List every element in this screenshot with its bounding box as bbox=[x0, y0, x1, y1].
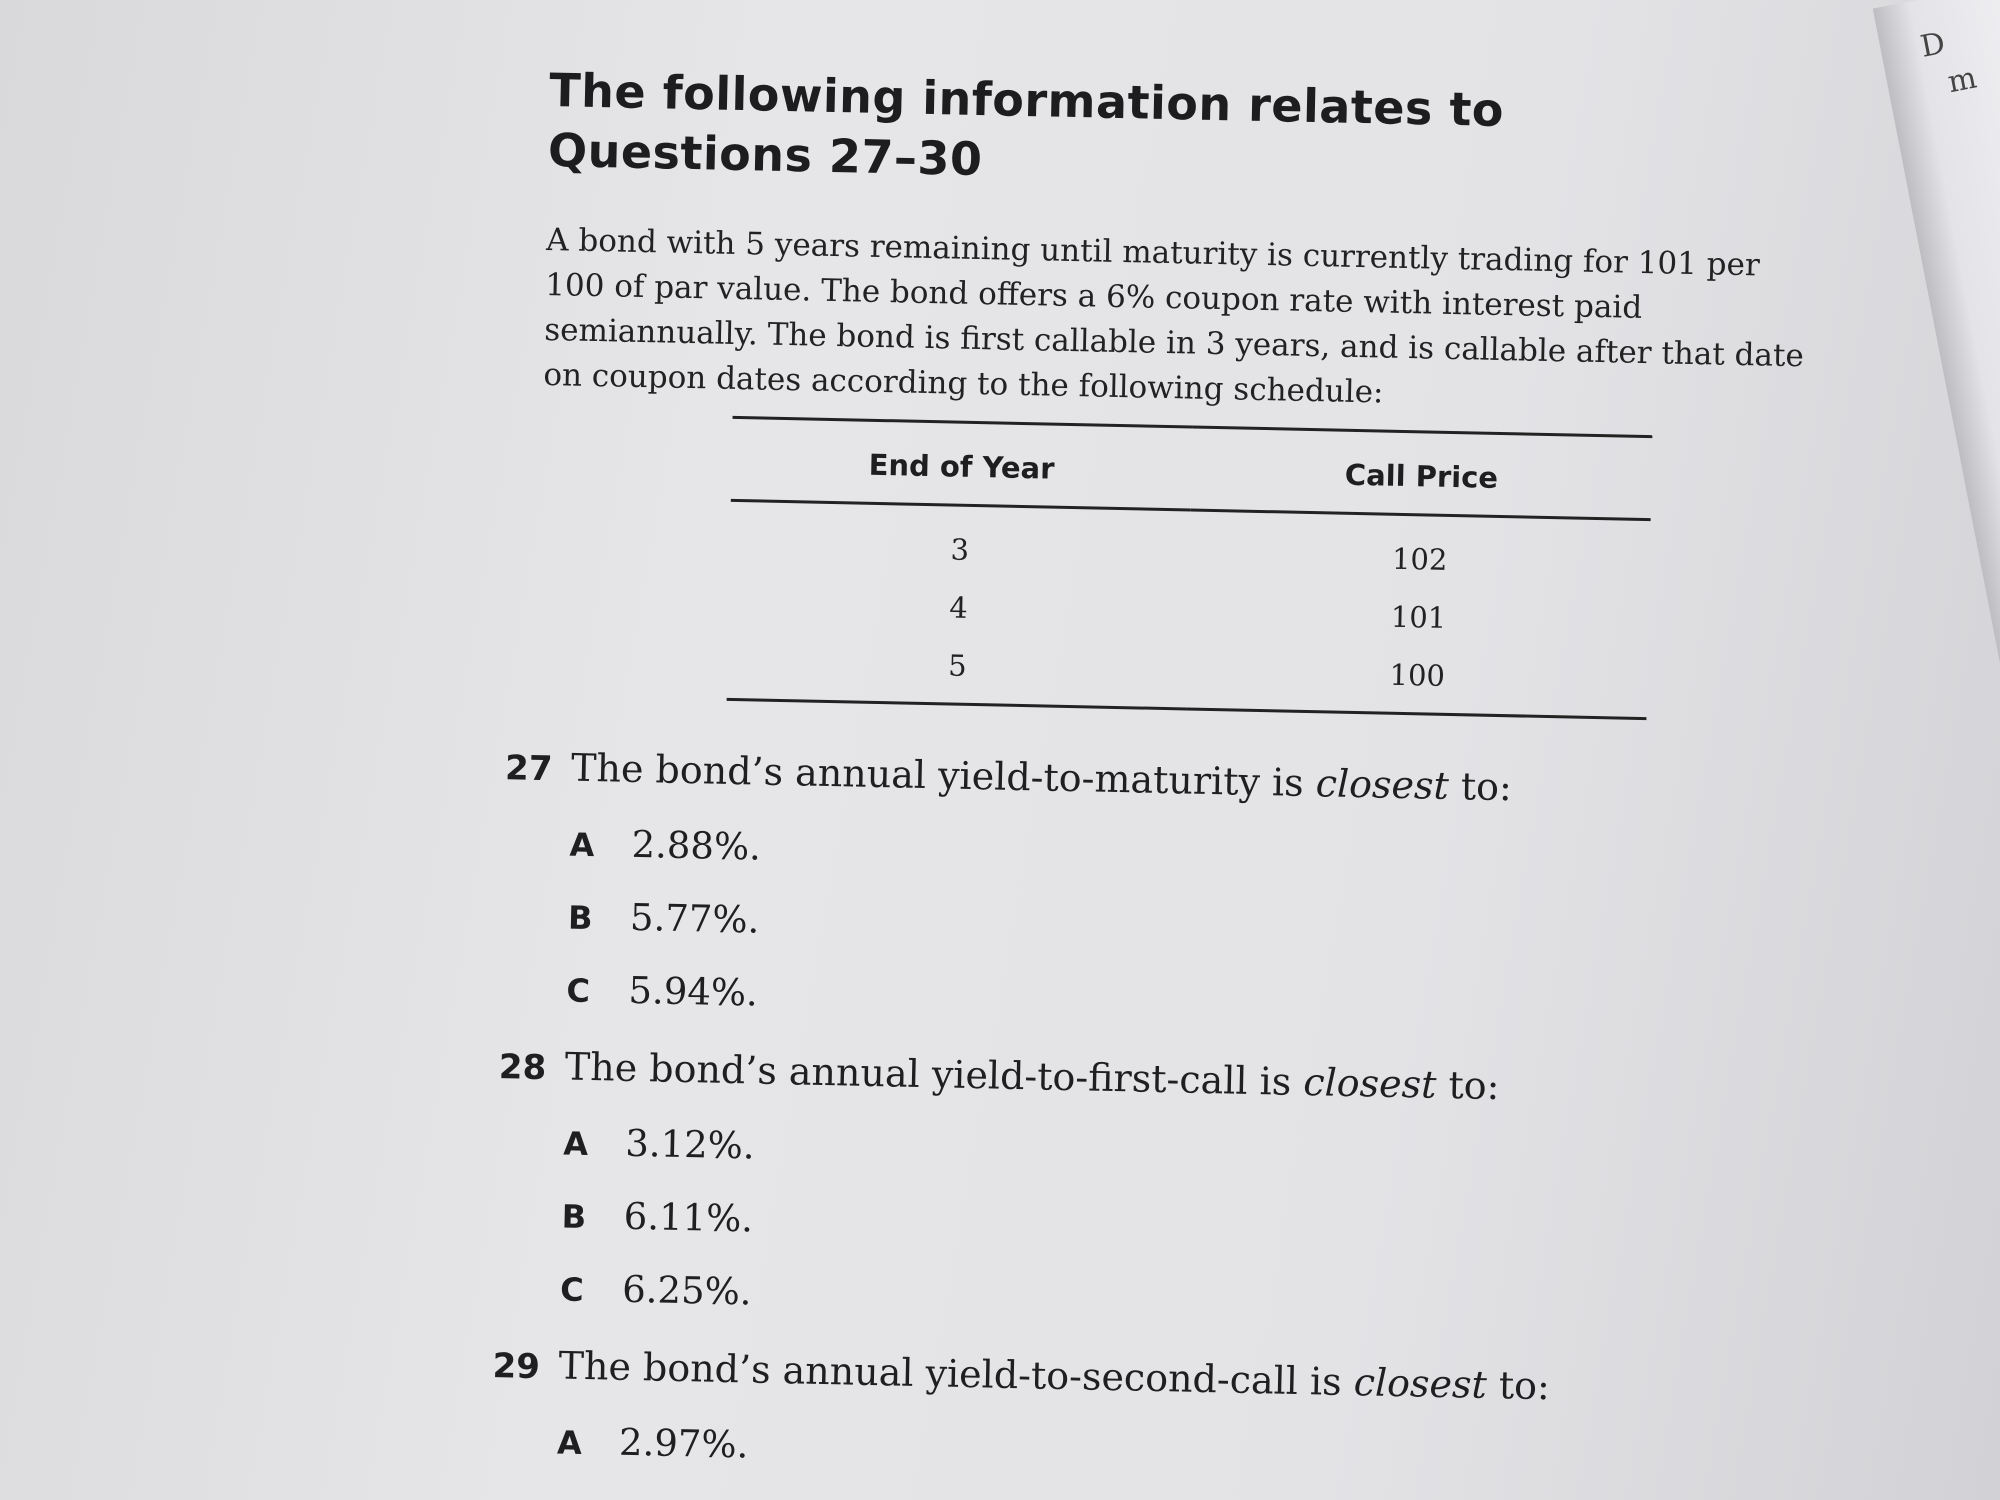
option-text: 3.12%. bbox=[624, 1121, 756, 1168]
option-text: 2.97%. bbox=[618, 1420, 749, 1467]
question-29 bbox=[490, 1334, 1793, 1500]
option-text: 6.25%. bbox=[621, 1267, 753, 1314]
question-number: 28 bbox=[498, 1047, 547, 1089]
question-28 bbox=[494, 1035, 1800, 1351]
price-cell: 102 bbox=[1391, 541, 1448, 577]
call-schedule-table bbox=[727, 416, 1653, 720]
questions-list bbox=[490, 736, 1805, 1500]
option-text: 5.77%. bbox=[629, 895, 760, 942]
option-letter: B bbox=[561, 1197, 587, 1237]
header-end-of-year: End of Year bbox=[731, 417, 1193, 510]
question-number: 27 bbox=[504, 748, 553, 790]
header-call-price: Call Price bbox=[1191, 427, 1653, 520]
section-heading: The following information relates to Questions 27–30 bbox=[547, 62, 1505, 187]
price-cell: 100 bbox=[1187, 641, 1648, 718]
question-text: The bond’s annual yield-to-first-call is closest to: bbox=[564, 1044, 1500, 1109]
question-text: The bond’s annual yield-to-maturity is closest to: bbox=[570, 745, 1513, 810]
option-letter: C bbox=[566, 971, 591, 1011]
answer-options bbox=[556, 1405, 1791, 1500]
answer-options bbox=[566, 808, 1804, 1053]
year-cell: 3 bbox=[950, 532, 970, 567]
adjacent-page-fragment-2: m bbox=[1945, 60, 1980, 101]
option-letter: A bbox=[556, 1423, 583, 1462]
question-number: 29 bbox=[492, 1346, 541, 1388]
option-a bbox=[556, 1405, 1791, 1500]
option-letter: A bbox=[569, 825, 595, 865]
option-text: 5.94%. bbox=[628, 968, 759, 1015]
question-set bbox=[492, 60, 1820, 1500]
question-27 bbox=[500, 736, 1806, 1052]
intro-paragraph: A bond with 5 years remaining until maturity is currently trading for 101 per 100 of par value. The bond offers a 6% coupon rate with interest paid semiannually. The bond is first callable in 3 years, and is callable after that date on coupon dates according to the following schedule: bbox=[543, 221, 1805, 411]
option-text: 2.88%. bbox=[631, 822, 762, 869]
question-text: The bond’s annual yield-to-second-call is closest to: bbox=[558, 1343, 1551, 1409]
adjacent-page-fragment-1: D bbox=[1917, 25, 1949, 65]
year-cell: 4 bbox=[949, 590, 969, 625]
year-cell: 5 bbox=[727, 632, 1188, 709]
price-cell: 101 bbox=[1390, 599, 1447, 635]
option-letter: B bbox=[567, 898, 593, 938]
option-letter: A bbox=[562, 1124, 589, 1164]
option-text: 6.11%. bbox=[623, 1194, 754, 1241]
option-letter: C bbox=[559, 1270, 585, 1309]
adjacent-page-edge bbox=[1873, 0, 2000, 1500]
answer-options bbox=[559, 1107, 1797, 1352]
